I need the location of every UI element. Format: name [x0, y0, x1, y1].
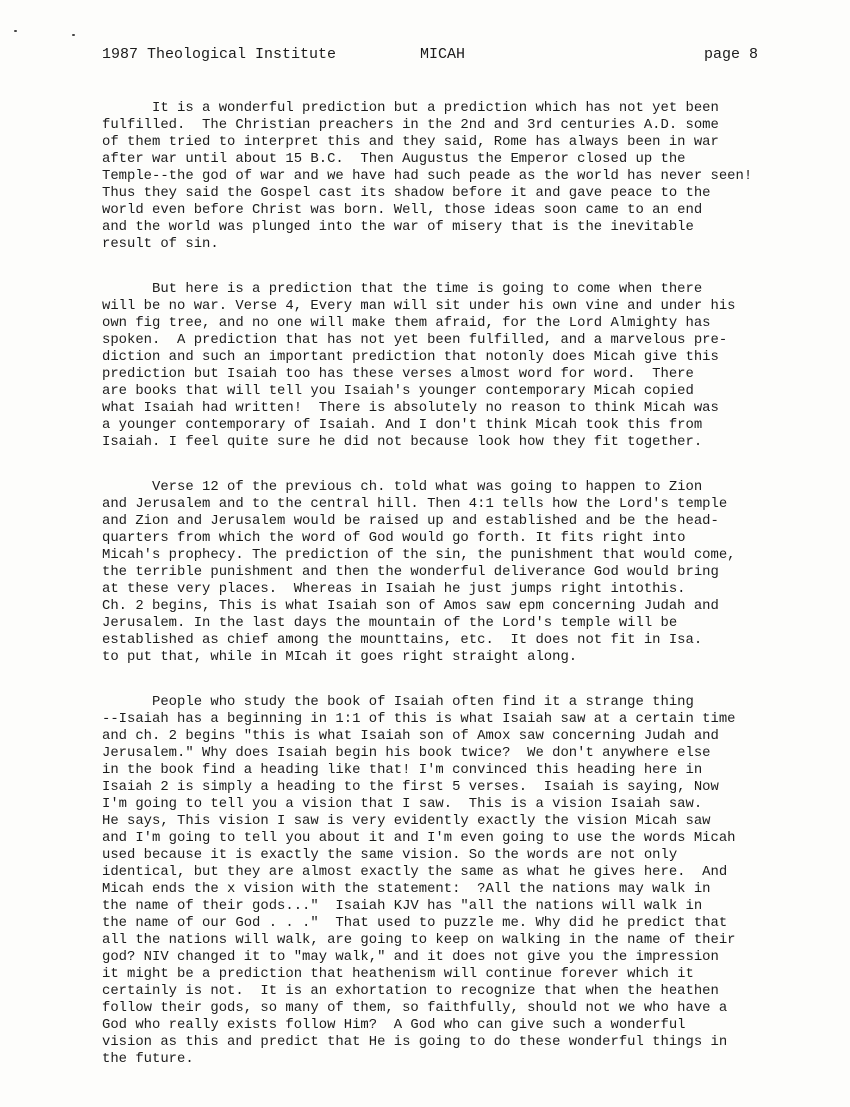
paragraph-line: quarters from which the word of God would go forth. It fits right into: [102, 530, 686, 546]
paragraph: [102, 281, 762, 451]
paragraph-line: follow their gods, so many of them, so faithfully, should not we who have a: [102, 1000, 728, 1016]
paragraph-line: god? NIV changed it to "may walk," and it does not give you the impression: [102, 949, 719, 965]
paragraph-line: in the book find a heading like that! I'm convinced this heading here in: [102, 762, 703, 778]
paper-speck: [14, 30, 17, 32]
paragraph-line: and Zion and Jerusalem would be raised up and established and be the head-: [102, 513, 719, 529]
paragraph-line: world even before Christ was born. Well, those ideas soon came to an end: [102, 202, 703, 218]
paragraph-line: the name of our God . . ." That used to puzzle me. Why did he predict that: [102, 915, 728, 931]
paragraph-line: result of sin.: [102, 236, 219, 252]
paragraph-line: the terrible punishment and then the wonderful deliverance God would bring: [102, 564, 719, 580]
paragraph-line: vision as this and predict that He is going to do these wonderful things in: [102, 1034, 728, 1050]
paragraph: [102, 479, 762, 666]
paragraph-line: established as chief among the mounttains, etc. It does not fit in Isa.: [102, 632, 703, 648]
page-header: [102, 46, 758, 68]
paragraph-line: Thus they said the Gospel cast its shadow before it and gave peace to the: [102, 185, 711, 201]
paragraph-line: Micah ends the x vision with the statement: ?All the nations may walk in: [102, 881, 711, 897]
paragraph-line: Micah's prophecy. The prediction of the sin, the punishment that would come,: [102, 547, 736, 563]
paragraph-line: diction and such an important prediction that notonly does Micah give this: [102, 349, 719, 365]
paragraph: [102, 100, 762, 253]
paragraph-line: used because it is exactly the same vision. So the words are not only: [102, 847, 678, 863]
paragraph-line: --Isaiah has a beginning in 1:1 of this is what Isaiah saw at a certain time: [102, 711, 736, 727]
paragraph-line: and the world was plunged into the war of misery that is the inevitable: [102, 219, 694, 235]
paragraph-line: to put that, while in MIcah it goes right straight along.: [102, 649, 578, 665]
paragraph-line: Ch. 2 begins, This is what Isaiah son of Amos saw epm concerning Judah and: [102, 598, 719, 614]
paragraph-line: certainly is not. It is an exhortation to recognize that when the heathen: [102, 983, 719, 999]
paragraph-line: and ch. 2 begins "this is what Isaiah son of Amox saw concerning Judah and: [102, 728, 719, 744]
paragraph-line: fulfilled. The Christian preachers in the 2nd and 3rd centuries A.D. some: [102, 117, 719, 133]
header-book-title: MICAH: [420, 46, 466, 63]
paragraph-line: Isaiah 2 is simply a heading to the first 5 verses. Isaiah is saying, Now: [102, 779, 719, 795]
paragraph-line: identical, but they are almost exactly the same as what he gives here. And: [102, 864, 728, 880]
paragraph-line: what Isaiah had written! There is absolutely no reason to think Micah was: [102, 400, 719, 416]
paragraph-line: of them tried to interpret this and they said, Rome has always been in war: [102, 134, 719, 150]
header-page-number: page 8: [703, 46, 758, 63]
paragraph-line: Isaiah. I feel quite sure he did not because look how they fit together.: [102, 434, 703, 450]
paragraph-line: Jerusalem." Why does Isaiah begin his book twice? We don't anywhere else: [102, 745, 711, 761]
paragraph: [102, 694, 762, 1068]
paragraph-line: It is a wonderful prediction but a prediction which has not yet been: [102, 100, 719, 116]
paragraph-line: will be no war. Verse 4, Every man will sit under his own vine and under his: [102, 298, 736, 314]
paragraph-line: after war until about 15 B.C. Then Augustus the Emperor closed up the: [102, 151, 686, 167]
paragraph-line: at these very places. Whereas in Isaiah he just jumps right intothis.: [102, 581, 686, 597]
paragraph-line: He says, This vision I saw is very evidently exactly the vision Micah saw: [102, 813, 711, 829]
paragraph-line: Jerusalem. In the last days the mountain of the Lord's temple will be: [102, 615, 678, 631]
paragraph-line: a younger contemporary of Isaiah. And I don't think Micah took this from: [102, 417, 703, 433]
paragraph-line: Temple--the god of war and we have had such peade as the world has never seen!: [102, 168, 753, 184]
paragraph-line: People who study the book of Isaiah often find it a strange thing: [102, 694, 694, 710]
paragraph-line: spoken. A prediction that has not yet been fulfilled, and a marvelous pre-: [102, 332, 728, 348]
paragraph-line: are books that will tell you Isaiah's younger contemporary Micah copied: [102, 383, 694, 399]
document-body: [102, 100, 762, 1096]
paragraph-line: prediction but Isaiah too has these verses almost word for word. There: [102, 366, 694, 382]
paragraph-line: But here is a prediction that the time is going to come when there: [102, 281, 703, 297]
header-institute: 1987 Theological Institute: [102, 46, 337, 63]
paper-speck: [72, 34, 75, 36]
paragraph-line: all the nations will walk, are going to keep on walking in the name of their: [102, 932, 736, 948]
paragraph-line: the future.: [102, 1051, 194, 1067]
paragraph-line: and Jerusalem and to the central hill. Then 4:1 tells how the Lord's temple: [102, 496, 728, 512]
paragraph-line: God who really exists follow Him? A God who can give such a wonderful: [102, 1017, 686, 1033]
paragraph-line: Verse 12 of the previous ch. told what was going to happen to Zion: [102, 479, 703, 495]
paragraph-line: and I'm going to tell you about it and I'm even going to use the words Micah: [102, 830, 736, 846]
paragraph-line: I'm going to tell you a vision that I saw. This is a vision Isaiah saw.: [102, 796, 703, 812]
paragraph-line: own fig tree, and no one will make them afraid, for the Lord Almighty has: [102, 315, 711, 331]
paragraph-line: the name of their gods..." Isaiah KJV has "all the nations will walk in: [102, 898, 703, 914]
paragraph-line: it might be a prediction that heathenism will continue forever which it: [102, 966, 694, 982]
